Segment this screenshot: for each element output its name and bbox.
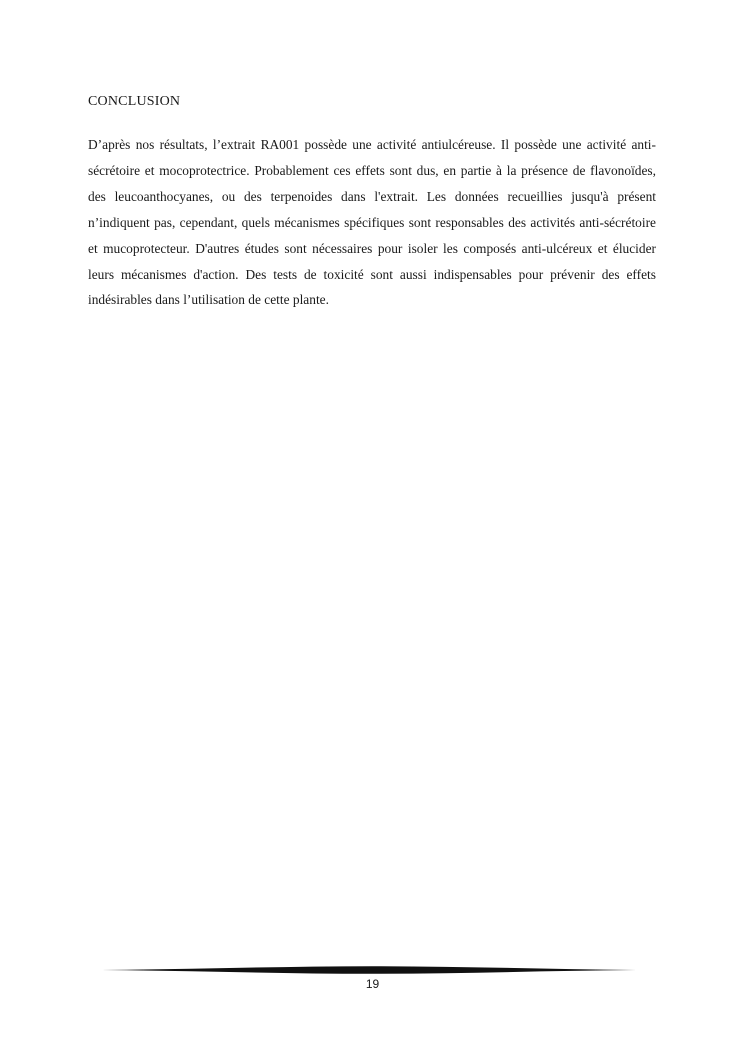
page-number: 19 [365, 977, 380, 991]
footer-rule [102, 965, 642, 975]
conclusion-paragraph: D’après nos résultats, l’extrait RA001 possède une activité antiulcéreuse. Il possède une activité anti-sécrétoire et mocoprotectrice. Probablement ces effets sont dus, en partie à la présence de flavonoïdes, des leucoanthocyanes, ou des terpenoides dans l'extrait. Les données recueillies jusqu'à présent n’indiquent pas, cependant, quels mécanismes spécifiques sont responsables des activités anti-sécrétoire et mucoprotecteur. D'autres études sont nécessaires pour isoler les composés anti-ulcéreux et élucider leurs mécanismes d'action. Des tests de toxicité sont aussi indispensables pour prévenir des effets indésirables dans l’utilisation de cette plante. [88, 137, 656, 308]
section-heading: CONCLUSION [88, 94, 181, 109]
